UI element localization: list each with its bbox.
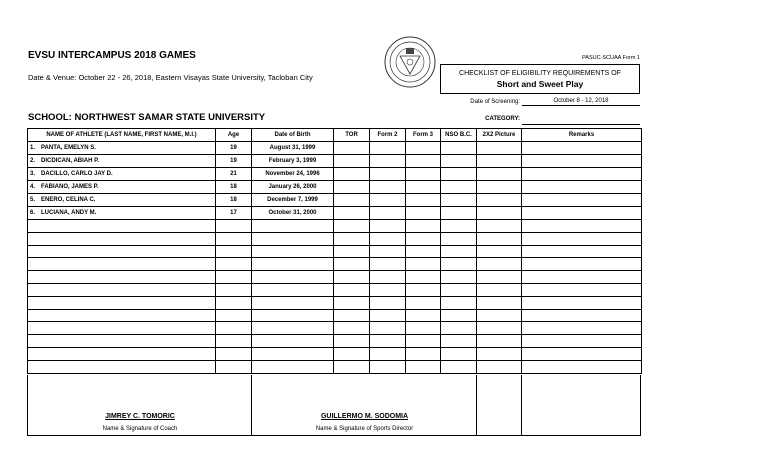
form3-cell[interactable] <box>406 181 441 194</box>
col-form2-header: Form 2 <box>370 129 406 142</box>
col-picture-header: 2X2 Picture <box>477 129 522 142</box>
empty-cell[interactable] <box>252 271 334 284</box>
table-row <box>28 296 642 309</box>
school-name: SCHOOL: NORTHWEST SAMAR STATE UNIVERSITY <box>28 112 266 123</box>
nso-cell[interactable] <box>441 168 477 181</box>
empty-cell[interactable] <box>522 232 642 245</box>
empty-cell[interactable] <box>216 258 252 271</box>
form2-cell[interactable] <box>370 181 406 194</box>
picture-cell[interactable] <box>477 142 522 155</box>
empty-cell[interactable] <box>406 232 441 245</box>
athlete-name-cell <box>28 155 216 168</box>
empty-cell[interactable] <box>406 271 441 284</box>
coach-caption: Name & Signature of Coach <box>102 426 178 432</box>
table-row <box>28 347 642 360</box>
empty-cell[interactable] <box>216 360 252 373</box>
tor-cell[interactable] <box>334 207 370 220</box>
table-row <box>28 142 642 155</box>
empty-cell[interactable] <box>334 245 370 258</box>
table-row <box>28 220 642 233</box>
form2-cell[interactable] <box>370 207 406 220</box>
empty-cell[interactable] <box>28 322 216 335</box>
form3-cell[interactable] <box>406 168 441 181</box>
empty-cell[interactable] <box>406 258 441 271</box>
athlete-dob: January 26, 2000 <box>252 181 334 194</box>
row-number: 1. <box>30 145 36 151</box>
category-field[interactable] <box>522 124 640 125</box>
remarks-cell[interactable] <box>522 168 642 181</box>
empty-cell[interactable] <box>370 309 406 322</box>
empty-cell[interactable] <box>370 360 406 373</box>
empty-cell[interactable] <box>334 258 370 271</box>
athlete-dob: February 3, 1999 <box>252 155 334 168</box>
empty-cell[interactable] <box>477 309 522 322</box>
empty-cell[interactable] <box>216 322 252 335</box>
empty-cell[interactable] <box>252 296 334 309</box>
picture-cell[interactable] <box>477 181 522 194</box>
athlete-name: DICDICAN, ABIAH P. <box>41 158 100 164</box>
empty-cell[interactable] <box>370 322 406 335</box>
empty-cell[interactable] <box>334 232 370 245</box>
form-number: PASUC-SCUAA Form 1 <box>582 55 640 61</box>
empty-cell[interactable] <box>441 232 477 245</box>
empty-cell[interactable] <box>334 220 370 233</box>
athlete-age: 19 <box>216 155 252 168</box>
athlete-name-cell <box>28 142 216 155</box>
remarks-cell[interactable] <box>522 194 642 207</box>
table-row <box>28 309 642 322</box>
athlete-age: 18 <box>216 194 252 207</box>
empty-cell[interactable] <box>441 335 477 348</box>
athlete-dob: November 24, 1996 <box>252 168 334 181</box>
signature-spacer-cell <box>477 375 522 436</box>
empty-cell[interactable] <box>28 232 216 245</box>
empty-cell[interactable] <box>252 220 334 233</box>
col-form3-header: Form 3 <box>406 129 441 142</box>
athlete-name: LUCIANA, ANDY M. <box>41 210 97 216</box>
athlete-name: PANTA, EMELYN S. <box>41 145 96 151</box>
empty-cell[interactable] <box>28 220 216 233</box>
nso-cell[interactable] <box>441 207 477 220</box>
athlete-name: ENERO, CELINA C. <box>41 197 96 203</box>
empty-cell[interactable] <box>522 347 642 360</box>
table-row <box>28 155 642 168</box>
empty-cell[interactable] <box>522 360 642 373</box>
tor-cell[interactable] <box>334 194 370 207</box>
checklist-box <box>440 64 640 94</box>
empty-cell[interactable] <box>522 283 642 296</box>
empty-cell[interactable] <box>28 347 216 360</box>
athlete-name-cell <box>28 194 216 207</box>
empty-cell[interactable] <box>216 245 252 258</box>
empty-cell[interactable] <box>477 271 522 284</box>
empty-cell[interactable] <box>370 296 406 309</box>
empty-cell[interactable] <box>522 220 642 233</box>
picture-cell[interactable] <box>477 194 522 207</box>
form2-cell[interactable] <box>370 155 406 168</box>
empty-cell[interactable] <box>216 232 252 245</box>
empty-cell[interactable] <box>441 296 477 309</box>
table-row <box>28 258 642 271</box>
col-name-header: NAME OF ATHLETE (LAST NAME, FIRST NAME, M.I.) <box>28 129 216 142</box>
athlete-name: FABIANO, JAMES P. <box>41 184 99 190</box>
athlete-dob: December 7, 1999 <box>252 194 334 207</box>
empty-cell[interactable] <box>441 322 477 335</box>
empty-cell[interactable] <box>216 283 252 296</box>
empty-cell[interactable] <box>216 296 252 309</box>
picture-cell[interactable] <box>477 168 522 181</box>
screening-label: Date of Screening: <box>470 99 520 105</box>
empty-cell[interactable] <box>252 283 334 296</box>
remarks-cell[interactable] <box>522 155 642 168</box>
empty-cell[interactable] <box>522 309 642 322</box>
form2-cell[interactable] <box>370 168 406 181</box>
tor-cell[interactable] <box>334 155 370 168</box>
empty-cell[interactable] <box>477 220 522 233</box>
tor-cell[interactable] <box>334 181 370 194</box>
empty-cell[interactable] <box>28 309 216 322</box>
empty-cell[interactable] <box>28 335 216 348</box>
empty-cell[interactable] <box>522 296 642 309</box>
athlete-age: 17 <box>216 207 252 220</box>
form2-cell[interactable] <box>370 142 406 155</box>
athlete-dob: October 31, 2000 <box>252 207 334 220</box>
empty-cell[interactable] <box>370 335 406 348</box>
empty-cell[interactable] <box>406 296 441 309</box>
empty-cell[interactable] <box>370 271 406 284</box>
tor-cell[interactable] <box>334 142 370 155</box>
empty-cell[interactable] <box>406 322 441 335</box>
empty-cell[interactable] <box>522 335 642 348</box>
empty-cell[interactable] <box>216 220 252 233</box>
empty-cell[interactable] <box>406 309 441 322</box>
empty-cell[interactable] <box>441 258 477 271</box>
picture-cell[interactable] <box>477 207 522 220</box>
empty-cell[interactable] <box>252 360 334 373</box>
col-dob-header: Date of Birth <box>252 129 334 142</box>
date-venue: Date & Venue: October 22 - 26, 2018, Eastern Visayas State University, Tacloban City <box>28 73 313 82</box>
empty-cell[interactable] <box>406 360 441 373</box>
empty-cell[interactable] <box>441 347 477 360</box>
nso-cell[interactable] <box>441 181 477 194</box>
athlete-dob: August 31, 1999 <box>252 142 334 155</box>
table-row <box>28 168 642 181</box>
form3-cell[interactable] <box>406 155 441 168</box>
athlete-age: 18 <box>216 181 252 194</box>
document-title: EVSU INTERCAMPUS 2018 GAMES <box>28 50 196 61</box>
empty-cell[interactable] <box>334 296 370 309</box>
nso-cell[interactable] <box>441 155 477 168</box>
empty-cell[interactable] <box>477 232 522 245</box>
empty-cell[interactable] <box>441 309 477 322</box>
empty-cell[interactable] <box>522 322 642 335</box>
empty-cell[interactable] <box>216 271 252 284</box>
table-row <box>28 181 642 194</box>
empty-cell[interactable] <box>441 220 477 233</box>
empty-cell[interactable] <box>441 283 477 296</box>
empty-cell[interactable] <box>441 271 477 284</box>
empty-cell[interactable] <box>28 296 216 309</box>
table-row <box>28 207 642 220</box>
table-row <box>28 245 642 258</box>
empty-cell[interactable] <box>252 347 334 360</box>
empty-cell[interactable] <box>334 271 370 284</box>
signature-section <box>27 375 641 436</box>
empty-cell[interactable] <box>28 258 216 271</box>
empty-cell[interactable] <box>334 335 370 348</box>
empty-cell[interactable] <box>252 335 334 348</box>
empty-cell[interactable] <box>334 347 370 360</box>
empty-cell[interactable] <box>334 322 370 335</box>
empty-cell[interactable] <box>441 245 477 258</box>
director-signature-cell <box>252 375 477 436</box>
director-name: GUILLERMO M. SODOMIA <box>320 413 409 420</box>
coach-name: JIMREY C. TOMORIC <box>105 413 175 420</box>
empty-cell[interactable] <box>370 232 406 245</box>
athlete-name: DACILLO, CARLO JAY D. <box>41 171 113 177</box>
empty-cell[interactable] <box>406 283 441 296</box>
empty-cell[interactable] <box>477 335 522 348</box>
table-header <box>28 129 642 142</box>
col-tor-header: TOR <box>334 129 370 142</box>
table-row <box>28 194 642 207</box>
form3-cell[interactable] <box>406 194 441 207</box>
sport-title: Short and Sweet Play <box>496 79 584 89</box>
empty-cell[interactable] <box>252 245 334 258</box>
screening-value: October 8 - 12, 2018 <box>522 98 640 106</box>
empty-cell[interactable] <box>441 360 477 373</box>
empty-cell[interactable] <box>252 322 334 335</box>
empty-cell[interactable] <box>370 258 406 271</box>
empty-cell[interactable] <box>334 360 370 373</box>
empty-cell[interactable] <box>28 360 216 373</box>
form3-cell[interactable] <box>406 207 441 220</box>
row-number: 5. <box>30 197 36 203</box>
remarks-cell[interactable] <box>522 181 642 194</box>
empty-cell[interactable] <box>477 322 522 335</box>
empty-cell[interactable] <box>28 283 216 296</box>
director-caption: Name & Signature of Sports Director <box>315 426 414 432</box>
table-row <box>28 322 642 335</box>
empty-cell[interactable] <box>522 258 642 271</box>
athlete-age: 21 <box>216 168 252 181</box>
empty-cell[interactable] <box>477 360 522 373</box>
empty-cell[interactable] <box>216 347 252 360</box>
row-number: 2. <box>30 158 36 164</box>
athlete-age: 19 <box>216 142 252 155</box>
university-seal-icon <box>384 36 436 88</box>
empty-cell[interactable] <box>370 347 406 360</box>
row-number: 6. <box>30 210 36 216</box>
empty-cell[interactable] <box>406 220 441 233</box>
coach-signature-cell <box>28 375 252 436</box>
empty-cell[interactable] <box>406 335 441 348</box>
empty-cell[interactable] <box>477 283 522 296</box>
empty-cell[interactable] <box>252 232 334 245</box>
empty-cell[interactable] <box>406 347 441 360</box>
empty-cell[interactable] <box>216 335 252 348</box>
empty-cell[interactable] <box>522 271 642 284</box>
category-label: CATEGORY: <box>485 116 520 122</box>
athlete-name-cell <box>28 168 216 181</box>
form3-cell[interactable] <box>406 142 441 155</box>
remarks-cell[interactable] <box>522 142 642 155</box>
col-nso-header: NSO B.C. <box>441 129 477 142</box>
empty-cell[interactable] <box>370 283 406 296</box>
empty-cell[interactable] <box>252 258 334 271</box>
table-row <box>28 360 642 373</box>
athlete-name-cell <box>28 207 216 220</box>
row-number: 4. <box>30 184 36 190</box>
empty-cell[interactable] <box>477 296 522 309</box>
empty-cell[interactable] <box>370 245 406 258</box>
empty-cell[interactable] <box>28 245 216 258</box>
empty-cell[interactable] <box>252 309 334 322</box>
empty-cell[interactable] <box>216 309 252 322</box>
table-row <box>28 232 642 245</box>
form2-cell[interactable] <box>370 194 406 207</box>
empty-cell[interactable] <box>477 347 522 360</box>
col-remarks-header: Remarks <box>522 129 642 142</box>
remarks-cell[interactable] <box>522 207 642 220</box>
empty-cell[interactable] <box>477 245 522 258</box>
nso-cell[interactable] <box>441 194 477 207</box>
athlete-name-cell <box>28 181 216 194</box>
table-row <box>28 283 642 296</box>
table-row <box>28 271 642 284</box>
row-number: 3. <box>30 171 36 177</box>
empty-cell[interactable] <box>370 220 406 233</box>
checklist-title: CHECKLIST OF ELIGIBILITY REQUIREMENTS OF <box>459 70 621 77</box>
empty-cell[interactable] <box>334 309 370 322</box>
table-row <box>28 335 642 348</box>
empty-cell[interactable] <box>522 245 642 258</box>
empty-cell[interactable] <box>477 258 522 271</box>
nso-cell[interactable] <box>441 142 477 155</box>
empty-cell[interactable] <box>334 283 370 296</box>
tor-cell[interactable] <box>334 168 370 181</box>
picture-cell[interactable] <box>477 155 522 168</box>
athlete-table <box>27 128 642 374</box>
col-age-header: Age <box>216 129 252 142</box>
empty-cell[interactable] <box>406 245 441 258</box>
empty-cell[interactable] <box>28 271 216 284</box>
